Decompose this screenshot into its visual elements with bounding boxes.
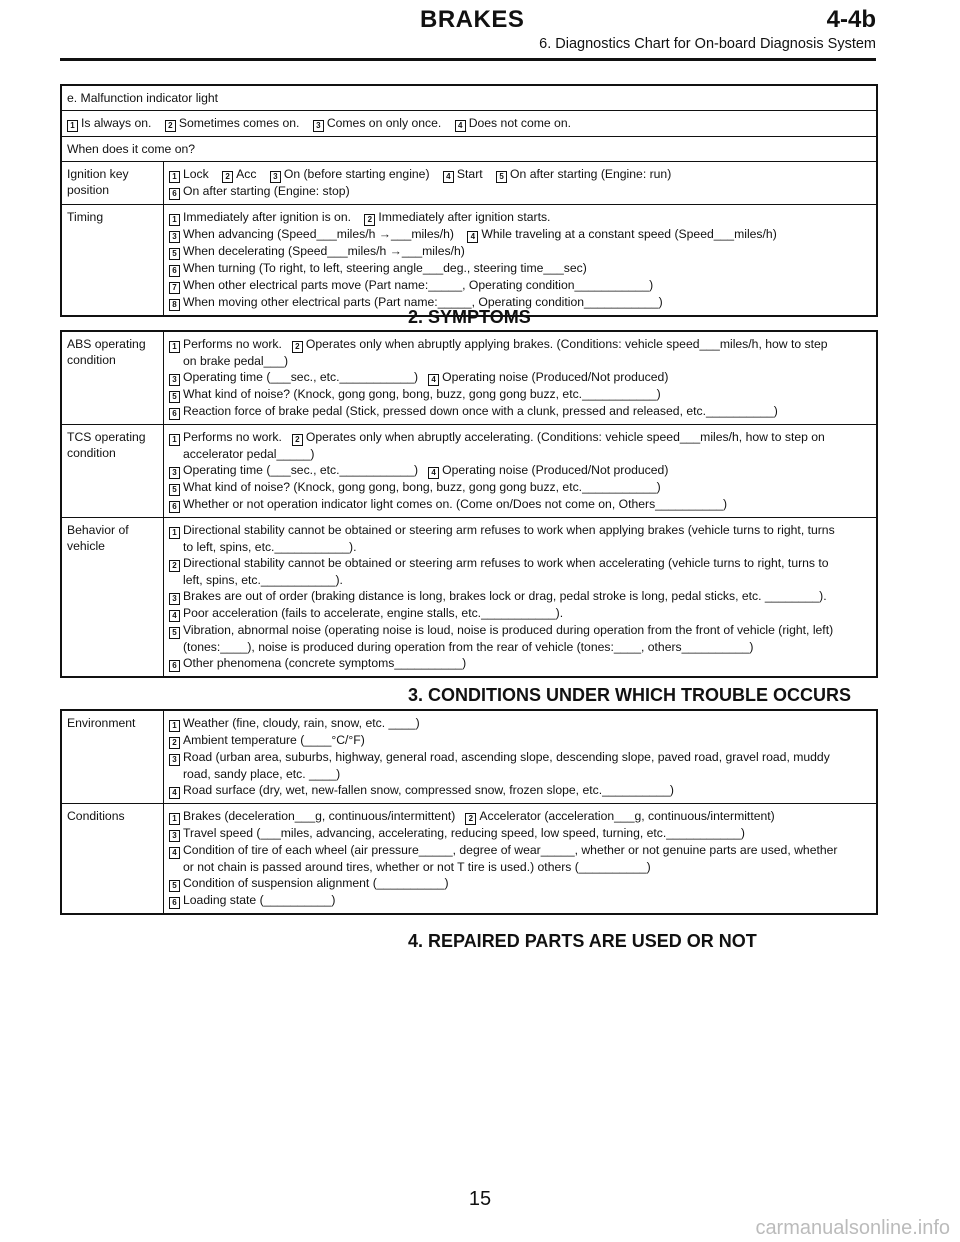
checkbox-5[interactable]: 5 <box>496 171 507 183</box>
checkbox-1[interactable]: 1 <box>67 120 78 132</box>
checkbox-8[interactable]: 8 <box>169 299 180 311</box>
checkbox-3[interactable]: 3 <box>270 171 281 183</box>
timing-label: Timing <box>62 205 164 315</box>
checkbox-4[interactable]: 4 <box>428 467 439 479</box>
mil-table <box>60 84 878 317</box>
checkbox-2[interactable]: 2 <box>292 341 303 353</box>
checkbox-1[interactable]: 1 <box>169 813 180 825</box>
checkbox-4[interactable]: 4 <box>169 787 180 799</box>
checkbox-3[interactable]: 3 <box>313 120 324 132</box>
checkbox-3[interactable]: 3 <box>169 754 180 766</box>
continuation-text: or not chain is passed around tires, whether or not T tire is used.) others (__________) <box>183 860 651 874</box>
abs-label: ABS operating condition <box>62 332 164 424</box>
header-rule <box>60 58 876 61</box>
header-title: BRAKES <box>420 6 525 33</box>
checkbox-4[interactable]: 4 <box>169 847 180 859</box>
checkbox-1[interactable]: 1 <box>169 171 180 183</box>
checkbox-3[interactable]: 3 <box>169 374 180 386</box>
abs-options: 1 Performs no work. 2 Operates only when abruptly applying brakes. (Conditions: vehicle speed___miles/h, how to step on brake pedal___) 3 Operating time (___sec., etc.___________) 4 Operating noise (Produced/Not produced) 5 What kind of noise? (Knock, gong gong, bong, buzz, gong gong buzz, etc.___________) 6 Reaction force of brake pedal (Stick, pressed down once with a clunk, pressed and released, etc.__________) <box>164 332 876 424</box>
checkbox-4[interactable]: 4 <box>467 231 478 243</box>
checkbox-4[interactable]: 4 <box>169 610 180 622</box>
checkbox-3[interactable]: 3 <box>169 593 180 605</box>
section-3-heading: 3. CONDITIONS UNDER WHICH TROUBLE OCCURS <box>408 685 852 705</box>
environment-options: 1 Weather (fine, cloudy, rain, snow, etc. ____) 2 Ambient temperature (____°C/°F) 3 Road (urban area, suburbs, highway, general road, ascending slope, descending slope, paved road, gravel road, muddy road, sandy place, etc. ____) 4 Road surface (dry, wet, new-fallen snow, compressed snow, frozen slope, etc.__________) <box>164 711 876 803</box>
behavior-options: 1 Directional stability cannot be obtained or steering arm refuses to work when applying brakes (vehicle turns to right, turns to left, spins, etc.___________). 2 Directional stability cannot be obtained or steering arm refuses to work when accelerating (vehicle turns to right, turns to left, spins, etc.___________). 3 Brakes are out of order (braking distance is long, brakes lock or drag, pedal stroke is long, pedal sticks, etc. ________). 4 Poor acceleration (fails to accelerate, engine stalls, etc.___________). 5 Vibration, abnormal noise (operating noise is loud, noise is produced during operation from the front of vehicle (right, left) (tones:____), noise is produced during operation from the rear of vehicle (tones:____, others__________) 6 Other phenomena (concrete symptoms__________) <box>164 518 876 676</box>
tcs-label: TCS operating condition <box>62 425 164 517</box>
checkbox-6[interactable]: 6 <box>169 188 180 200</box>
timing-options: 1 Immediately after ignition is on. 2 Immediately after ignition starts. 3 When advancing (Speed___miles/h →___miles/h) 4 While traveling at a constant speed (Speed___miles/h) 5 When decelerating (Speed___miles/h →___miles/h) 6 When turning (To right, to left, steering angle___deg., steering time___sec) 7 When other electrical parts move (Part name:_____, Operating condition___________) 8 When moving other electrical parts (Part name:_____, Operating condition___________) <box>164 205 876 315</box>
checkbox-2[interactable]: 2 <box>222 171 233 183</box>
continuation-text: left, spins, etc.___________). <box>183 573 343 587</box>
checkbox-5[interactable]: 5 <box>169 391 180 403</box>
checkbox-4[interactable]: 4 <box>428 374 439 386</box>
checkbox-6[interactable]: 6 <box>169 660 180 672</box>
mil-frequency-options: 1 Is always on. 2 Sometimes comes on. 3 Comes on only once. 4 Does not come on. <box>62 111 576 136</box>
conditions-label: Conditions <box>62 804 164 913</box>
checkbox-5[interactable]: 5 <box>169 484 180 496</box>
checkbox-2[interactable]: 2 <box>169 737 180 749</box>
conditions-table <box>60 709 878 915</box>
checkbox-1[interactable]: 1 <box>169 720 180 732</box>
checkbox-6[interactable]: 6 <box>169 897 180 909</box>
checkbox-1[interactable]: 1 <box>169 527 180 539</box>
ignition-options: 1 Lock 2 Acc 3 On (before starting engine) 4 Start 5 On after starting (Engine: run) 6 On after starting (Engine: stop) <box>164 162 876 204</box>
checkbox-2[interactable]: 2 <box>165 120 176 132</box>
ignition-label: Ignition key position <box>62 162 164 204</box>
checkbox-3[interactable]: 3 <box>169 467 180 479</box>
checkbox-6[interactable]: 6 <box>169 265 180 277</box>
checkbox-2[interactable]: 2 <box>465 813 476 825</box>
checkbox-5[interactable]: 5 <box>169 248 180 260</box>
continuation-text: accelerator pedal_____) <box>183 447 315 461</box>
page-number: 15 <box>468 1188 492 1210</box>
checkbox-3[interactable]: 3 <box>169 830 180 842</box>
checkbox-6[interactable]: 6 <box>169 408 180 420</box>
continuation-text: (tones:____), noise is produced during operation from the rear of vehicle (tones:____, others__________) <box>183 640 754 654</box>
continuation-text: to left, spins, etc.___________). <box>183 540 357 554</box>
continuation-text: road, sandy place, etc. ____) <box>183 767 341 781</box>
checkbox-2[interactable]: 2 <box>169 560 180 572</box>
checkbox-5[interactable]: 5 <box>169 880 180 892</box>
header-subtitle: 6. Diagnostics Chart for On-board Diagnosis System <box>539 36 876 52</box>
tcs-options: 1 Performs no work. 2 Operates only when abruptly accelerating. (Conditions: vehicle speed___miles/h, how to step on accelerator pedal_____) 3 Operating time (___sec., etc.___________) 4 Operating noise (Produced/Not produced) 5 What kind of noise? (Knock, gong gong, bong, buzz, gong gong buzz, etc.___________) 6 Whether or not operation indicator light comes on. (Come on/Does not come on, Others__________) <box>164 425 876 517</box>
checkbox-1[interactable]: 1 <box>169 214 180 226</box>
section-4-heading: 4. REPAIRED PARTS ARE USED OR NOT <box>408 931 757 951</box>
checkbox-2[interactable]: 2 <box>364 214 375 226</box>
checkbox-1[interactable]: 1 <box>169 434 180 446</box>
continuation-text: on brake pedal___) <box>183 354 289 368</box>
watermark-text: carmanualsonline.info <box>755 1217 950 1239</box>
checkbox-4[interactable]: 4 <box>455 120 466 132</box>
header-code: 4-4b <box>826 6 876 33</box>
checkbox-7[interactable]: 7 <box>169 282 180 294</box>
conditions-options: 1 Brakes (deceleration___g, continuous/intermittent) 2 Accelerator (acceleration___g, continuous/intermittent) 3 Travel speed (___miles, advancing, accelerating, reducing speed, low speed, turning, etc.___________) 4 Condition of tire of each wheel (air pressure_____, degree of wear_____, whether or not genuine parts are used, whether or not chain is passed around tires, whether or not T tire is used.) others (__________) 5 Condition of suspension alignment (__________) 6 Loading state (__________) <box>164 804 876 913</box>
checkbox-1[interactable]: 1 <box>169 341 180 353</box>
environment-label: Environment <box>62 711 164 803</box>
checkbox-4[interactable]: 4 <box>443 171 454 183</box>
checkbox-5[interactable]: 5 <box>169 627 180 639</box>
symptoms-table <box>60 330 878 678</box>
when-question: When does it come on? <box>67 142 196 156</box>
checkbox-2[interactable]: 2 <box>292 434 303 446</box>
checkbox-6[interactable]: 6 <box>169 501 180 513</box>
behavior-label: Behavior of vehicle <box>62 518 164 676</box>
mil-heading: e. Malfunction indicator light <box>67 91 219 105</box>
section-2-heading: 2. SYMPTOMS <box>408 307 531 327</box>
checkbox-3[interactable]: 3 <box>169 231 180 243</box>
